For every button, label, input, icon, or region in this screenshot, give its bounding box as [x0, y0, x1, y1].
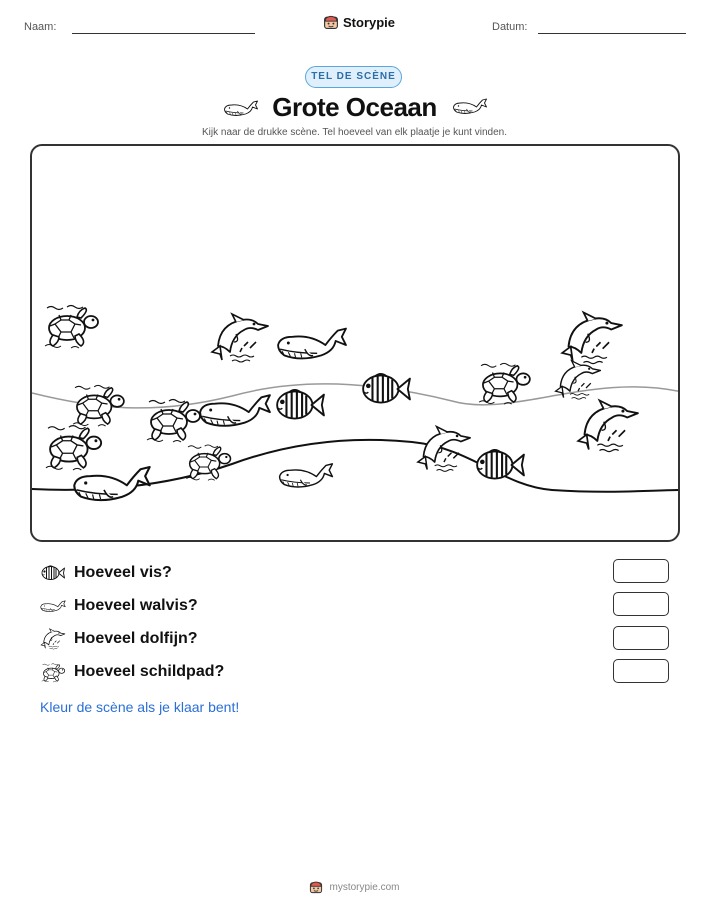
brand-logo	[323, 14, 395, 30]
question-label: Hoeveel schildpad?	[74, 663, 225, 680]
coloring-instruction: Kleur de scène als je klaar bent!	[40, 699, 240, 715]
answer-box-whale[interactable]	[613, 592, 669, 616]
turtle-icon	[46, 426, 101, 470]
date-line[interactable]	[538, 33, 686, 34]
fish-icon	[477, 450, 524, 479]
question-label: Hoeveel walvis?	[74, 597, 198, 614]
scene-drawing	[32, 146, 680, 542]
dolphin-icon	[556, 361, 601, 399]
turtle-icon	[40, 662, 66, 683]
name-label: Naam:	[24, 21, 57, 33]
dolphin-icon	[578, 400, 638, 451]
instructions: Kijk naar de drukke scène. Tel hoeveel van elk plaatje je kunt vinden.	[201, 127, 507, 138]
storypie-logo-icon	[309, 880, 323, 894]
storypie-logo-icon	[323, 14, 339, 30]
whale-right-icon	[452, 97, 488, 115]
turtle-icon	[186, 445, 230, 480]
dolphin-icon	[40, 628, 66, 650]
ocean-scene	[30, 144, 680, 542]
answer-box-fish[interactable]	[613, 559, 669, 583]
fish-icon	[277, 390, 324, 419]
dolphin-icon	[212, 314, 268, 362]
turtle-icon	[479, 363, 530, 404]
turtle-icon	[45, 306, 98, 349]
turtle-icon	[73, 385, 124, 426]
answer-box-turtle[interactable]	[613, 659, 669, 683]
question-turtle	[40, 659, 224, 685]
whale-icon	[278, 329, 346, 359]
date-label: Datum:	[492, 21, 528, 33]
whale-icon	[40, 598, 66, 614]
footer	[0, 880, 709, 894]
question-label: Hoeveel dolfijn?	[74, 630, 198, 647]
fish-icon	[40, 564, 66, 582]
footer-url[interactable]: mystorypie.com	[329, 881, 400, 893]
question-whale	[40, 593, 198, 619]
answer-box-dolphin[interactable]	[613, 626, 669, 650]
activity-badge: TEL DE SCÈNE	[305, 66, 402, 88]
whale-icon	[74, 467, 149, 500]
page-title: Grote Oceaan	[272, 92, 437, 122]
whale-icon	[280, 464, 333, 487]
question-fish	[40, 560, 172, 586]
name-line[interactable]	[72, 33, 255, 34]
fish-icon	[363, 374, 410, 403]
question-dolphin	[40, 626, 198, 652]
dolphin-icon	[562, 312, 622, 363]
brand-name: Storypie	[343, 14, 396, 30]
question-label: Hoeveel vis?	[74, 564, 172, 581]
wave-line-upper	[32, 384, 680, 408]
whale-icon	[200, 395, 270, 426]
